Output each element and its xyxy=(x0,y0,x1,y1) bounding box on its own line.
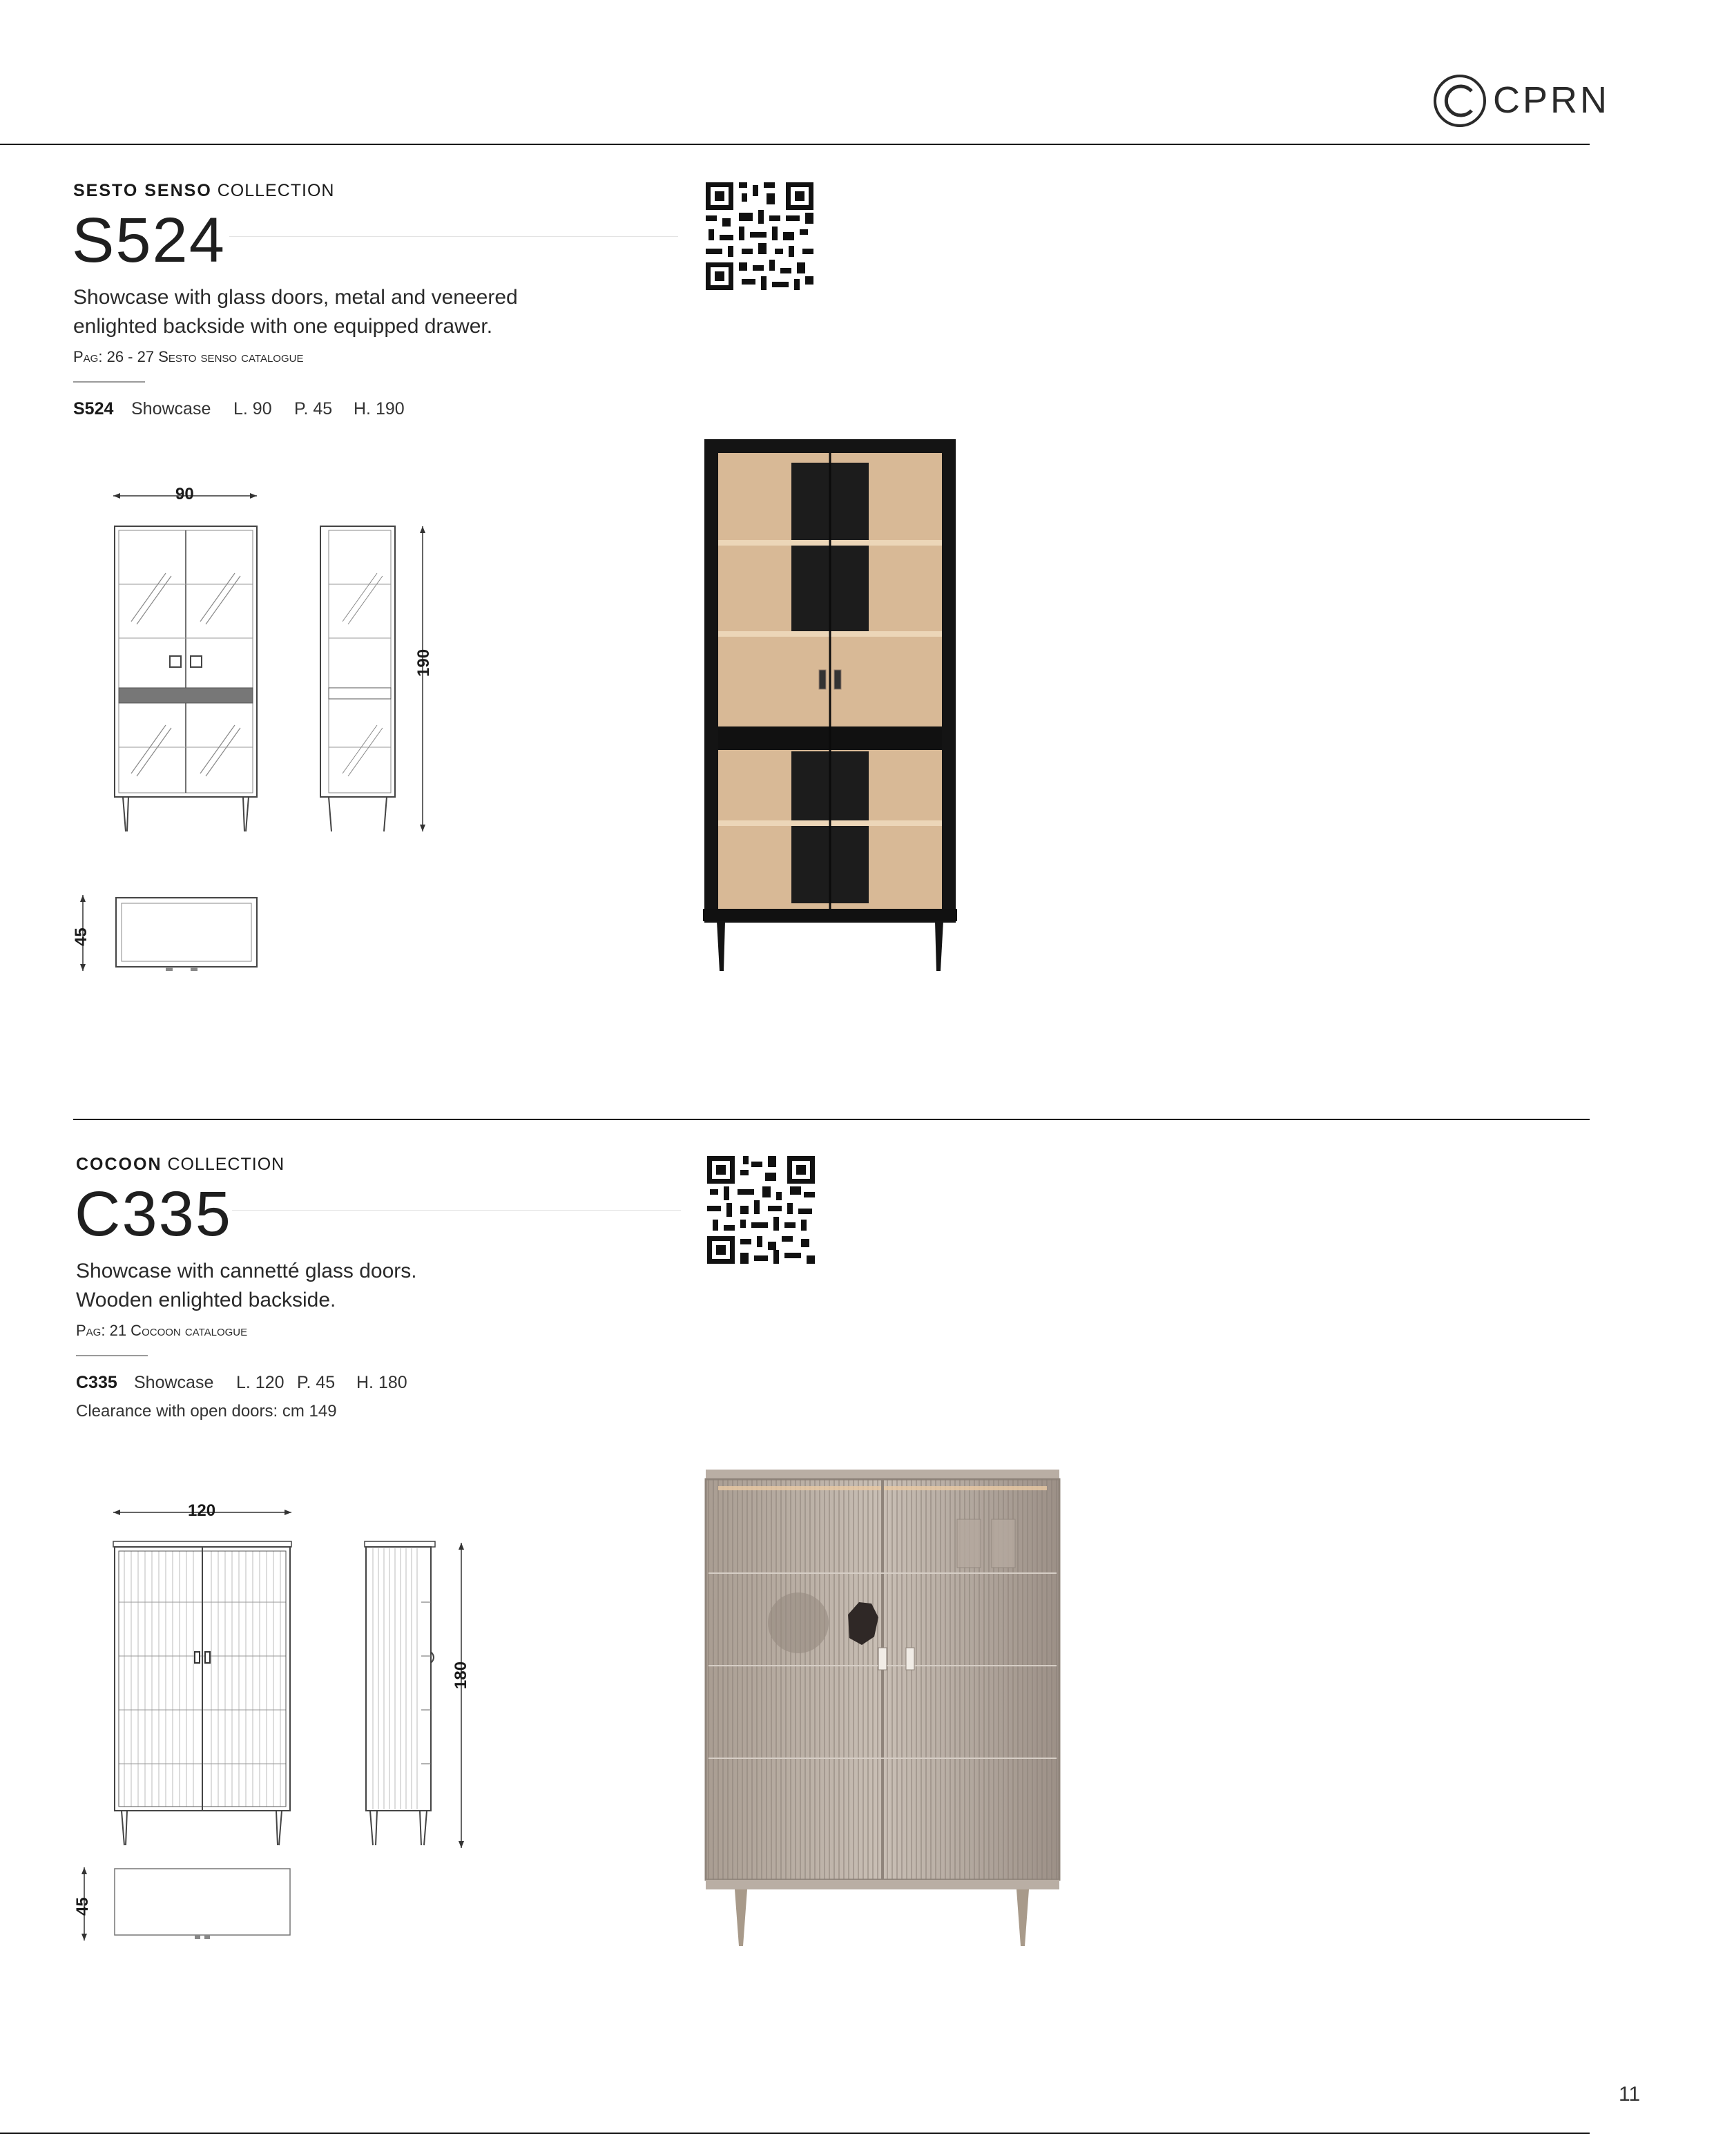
product-code: S524 xyxy=(72,205,226,276)
page-number: 11 xyxy=(1619,2083,1641,2106)
collection-title: SESTO SENSO COLLECTION xyxy=(73,181,335,200)
top-view-drawing xyxy=(69,1865,304,1954)
product-description: Showcase with cannetté glass doors. Wooden enlighted backside. xyxy=(76,1260,417,1311)
header-rule xyxy=(0,144,1590,145)
title-rule xyxy=(229,236,678,237)
dimension-width-label: 120 xyxy=(188,1501,216,1520)
dimension-width-label: 90 xyxy=(175,485,194,503)
qr-code-icon[interactable] xyxy=(707,1156,815,1264)
product-image xyxy=(663,1457,1105,1954)
collection-title: COCOON COLLECTION xyxy=(76,1155,285,1174)
dimension-height-label: 190 xyxy=(414,648,433,677)
title-rule xyxy=(232,1210,681,1211)
brand-name: CPRN xyxy=(1493,79,1610,121)
product-image xyxy=(703,436,965,989)
catalogue-reference: Pag: 21 Cocoon catalogue xyxy=(76,1322,248,1339)
product-code: C335 xyxy=(75,1179,232,1249)
product-description: Showcase with glass doors, metal and veneered enlighted backside with one equipped drawer. xyxy=(73,286,518,338)
footer-rule xyxy=(0,2133,1590,2134)
clearance-note: Clearance with open doors: cm 149 xyxy=(76,1402,337,1421)
brand-logo xyxy=(1432,72,1610,130)
dimension-height-label: 180 xyxy=(452,1661,470,1689)
divider-short xyxy=(73,381,145,383)
brand-logo-icon xyxy=(1432,73,1487,128)
top-view-drawing xyxy=(69,891,276,981)
qr-code-icon[interactable] xyxy=(706,182,813,290)
section-rule xyxy=(73,1119,1590,1120)
divider-short xyxy=(76,1355,148,1356)
front-view-drawing xyxy=(104,483,269,843)
front-view-drawing xyxy=(104,1499,311,1871)
dimension-depth-label: 45 xyxy=(73,1897,92,1916)
side-view-drawing xyxy=(359,1499,497,1871)
dimension-depth-label: 45 xyxy=(72,927,90,946)
catalogue-reference: Pag: 26 - 27 Sesto senso catalogue xyxy=(73,348,304,365)
